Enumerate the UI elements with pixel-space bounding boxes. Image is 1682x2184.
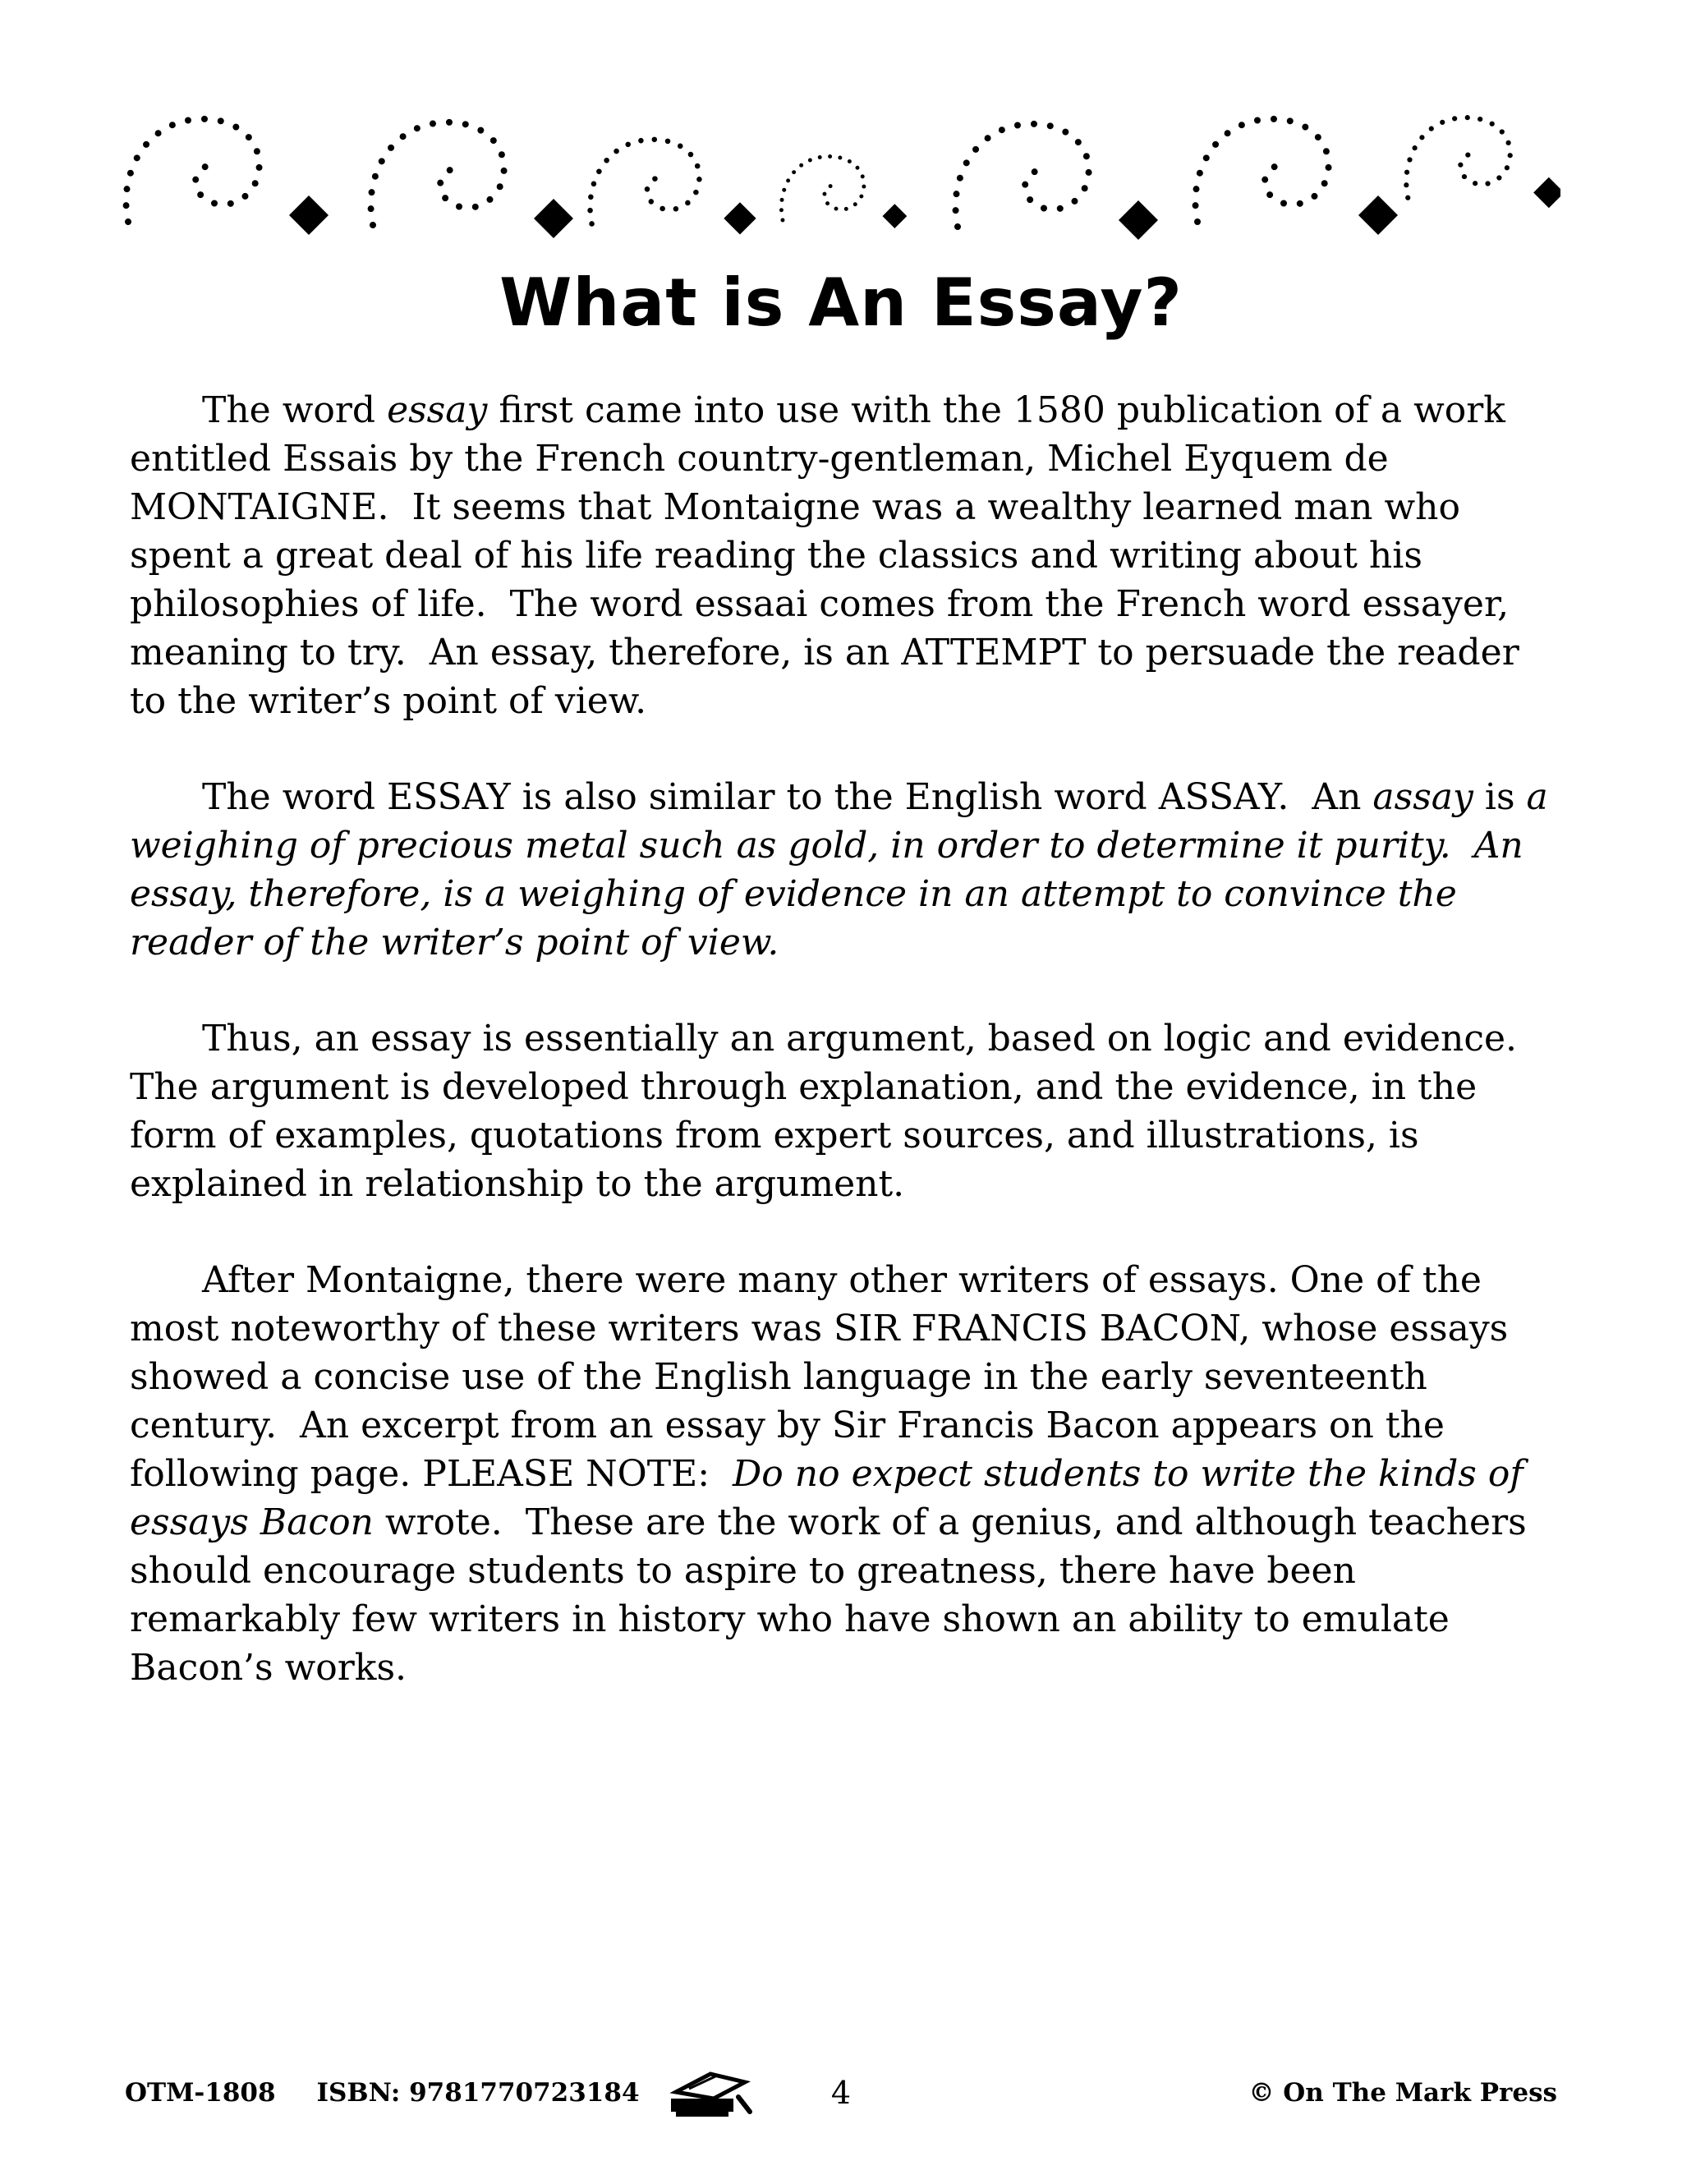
paragraph: [130, 386, 1555, 725]
paragraph: [130, 1256, 1555, 1692]
text-segment: Thus, an essay is essentially an argument, based on logic and evidence. The argument is developed through explanation, and the evidence, in the form of examples, quotations from expert sources, and illustrations, is explained in relationship to the argument.: [130, 1018, 1528, 1205]
copyright-text: © On The Mark Press: [1248, 2078, 1557, 2108]
page-number: 4: [830, 2075, 852, 2111]
italic-text-segment: a weighing of precious metal such as gold, in order to determine it purity. An essay, therefore, is a weighing of evidence in an attempt to convince the reader of the writer’s point of view.: [130, 776, 1560, 963]
printing-press-icon: [664, 2064, 755, 2122]
italic-text-segment: assay: [1372, 776, 1473, 818]
page-footer: [125, 2064, 1557, 2122]
paragraph: [130, 773, 1560, 967]
product-code: OTM-1808: [125, 2078, 276, 2108]
decorative-border: [122, 105, 1560, 253]
text-segment: The word ESSAY is also similar to the English word ASSAY. An: [202, 776, 1373, 818]
italic-text-segment: Do no expect students to write the kinds of essays Bacon: [130, 1453, 1535, 1543]
text-segment: first came into use with the 1580 publication of a work entitled Essais by the French country-gentleman, Michel Eyquem de MONTAIGNE. It seems that Montaigne was a wealthy learned man who spent a great deal of his life reading the classics and writing about his philosophies of life. The word essaai comes from the French word essayer, meaning to try. An essay, therefore, is an ATTEMPT to persuade the reader to the writer’s point of view.: [130, 389, 1531, 722]
italic-text-segment: essay: [387, 389, 488, 431]
text-segment: After Montaigne, there were many other writers of essays. One of the most noteworthy of these writers was SIR FRANCIS BACON, whose essays showed a concise use of the English language in the early seventeenth century. An excerpt from an essay by Sir Francis Bacon appears on the following page. PLEASE NOTE:: [130, 1259, 1520, 1495]
footer-left: [125, 2064, 755, 2122]
text-segment: wrote. These are the work of a genius, and although teachers should encourage students to aspire to greatness, there have been remarkably few writers in history who have shown an ability to emulate Bacon’s works.: [130, 1501, 1538, 1689]
text-segment: The word: [202, 389, 388, 431]
isbn-text: ISBN: 9781770723184: [316, 2078, 640, 2108]
essay-body: [130, 386, 1560, 1740]
page-title: What is An Essay?: [499, 264, 1183, 341]
paragraph: [130, 1014, 1555, 1208]
text-segment: is: [1473, 776, 1527, 818]
